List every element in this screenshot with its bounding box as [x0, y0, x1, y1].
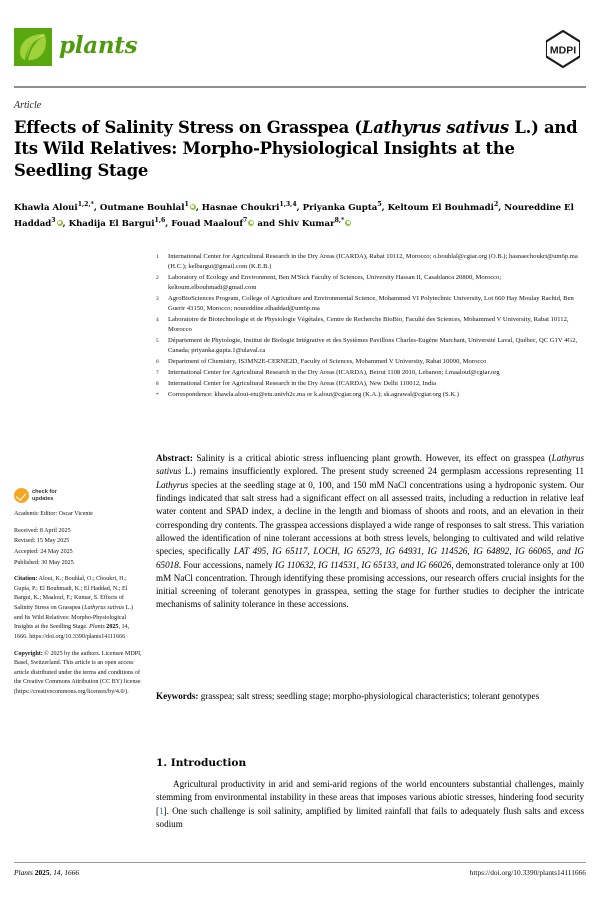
author-affil-sup: 3 — [51, 216, 56, 224]
abstract-text-4: . Four accessions, namely — [178, 559, 275, 570]
journal-title: plants — [59, 32, 138, 59]
intro-text-b: ]. One such challenge is soil salinity, amplified by limited rainfall that fails to adequately flush salts and excess sodium — [156, 805, 584, 829]
check-for-updates-badge[interactable] — [14, 488, 142, 503]
footer-citation — [14, 868, 79, 877]
author-affil-sup: 2 — [493, 201, 499, 208]
date-accepted: Accepted: 24 May 2025 — [14, 548, 73, 555]
page-title — [14, 117, 582, 181]
abstract-section — [156, 452, 584, 612]
author-priyanka-gupta[interactable] — [303, 203, 382, 213]
affiliation-text: Laboratory of Ecology and Environment, Ben M'Sick Faculty of Sciences, University Hassan II, Casablanca 20800, Morocco; keltoum.elbouhmadi@gmail.com — [168, 274, 502, 292]
section-heading-introduction: 1. Introduction — [156, 757, 247, 769]
footer-doi[interactable]: https://doi.org/10.3390/plants14111666 — [469, 868, 586, 877]
abstract-species-2: Lathyrus — [156, 479, 189, 490]
affiliation-text: Département de Phytologie, Institut de Biologie Intégrative et des Systèmes Pavillons Charles-Eugène Marchant, Université Laval, Québec, QC G1V 4G2, Canada; priyanka.gupta.1@ulaval.ca — [168, 337, 578, 355]
cfu-line-2: updates — [32, 495, 54, 502]
title-part-4: Seedling Stage — [14, 160, 149, 180]
leaf-icon — [14, 28, 52, 66]
title-species: Lathyrus sativus — [361, 118, 509, 137]
author-affil-sup: 7 — [243, 216, 248, 224]
header-divider — [14, 86, 586, 88]
author-name: Outmane Bouhlal — [99, 202, 185, 213]
author-affil-sup: 1 — [184, 201, 189, 208]
date-published: Published: 30 May 2025 — [14, 559, 74, 566]
footer-year: 2025 — [34, 868, 50, 877]
correspondence-marker: * — [156, 391, 159, 398]
author-list: Khawla Aloui$^{1,2,*}$, Outmane Bouhlal$^1$ , Hasnae Choukri$^{1,3,4}$, Priyanka Gupta$^5$, Keltoum El Bouhmadi$^2$, Noureddine El Haddad$^3$ , Khadija El Bargui$^{1,6}$, Fouad Maalouf$^7$ and Shiv Kumar$^{8,*}$ — [14, 201, 574, 229]
masthead — [14, 28, 586, 80]
check-for-updates-label — [32, 489, 57, 503]
author-khadija-el-bargui[interactable] — [68, 216, 166, 229]
author-name: Fouad Maalouf — [171, 218, 244, 229]
affiliation-item — [156, 379, 584, 389]
keywords-label: Keywords: — [156, 691, 199, 701]
sidebar-metadata — [14, 488, 142, 698]
footer-journal: Plants — [14, 868, 33, 877]
date-received: Received: 8 April 2025 — [14, 527, 71, 534]
affiliation-item — [156, 294, 584, 314]
date-revised: Revised: 15 May 2025 — [14, 538, 70, 545]
author-khawla-aloui[interactable] — [14, 203, 94, 213]
affiliation-number: 1 — [156, 253, 159, 260]
orcid-icon[interactable] — [190, 204, 196, 210]
svg-text:MDPI: MDPI — [549, 44, 577, 57]
affiliation-text: International Center for Agricultural Research in the Dry Areas (ICARDA), New Delhi 110012, India — [168, 380, 437, 388]
abstract-label: Abstract: — [156, 453, 193, 463]
author-name: Noureddine El Haddad — [14, 202, 574, 229]
copyright-label: Copyright: — [14, 650, 43, 657]
title-part-1: Effects of Salinity Stress on Grasspea ( — [14, 118, 362, 137]
author-shiv-kumar[interactable] — [278, 216, 351, 229]
title-part-3: Its Wild Relatives: Morpho-Physiological Insights at the — [14, 139, 515, 159]
copyright-text: © 2025 by the authors. Licensee MDPI, Basel, Switzerland. This article is an open access article distributed under the terms and conditions of the Creative Commons Attribution (CC BY) license (https://creativecommons.org/licenses/by/4.0/). — [14, 650, 142, 695]
author-hasnae-choukri[interactable] — [202, 203, 297, 213]
citation-volume-page: , 14, 1666. — [14, 624, 130, 640]
affiliation-number: 2 — [156, 274, 159, 281]
cfu-line-1: check for — [32, 488, 57, 495]
author-affil-sup: 5 — [377, 201, 382, 208]
author-name: Khadija El Bargui — [68, 218, 155, 229]
citation-authors: Aloui, K.; Bouhlal, O.; Choukri, H.; Gupta, P.; El Bouhmadi, K.; El Haddad, N.; El Bargui, K.; Maalouf, F.; Kumar, S. Effects of Salinity Stress on Grasspea ( — [14, 576, 128, 611]
affiliation-item — [156, 273, 584, 293]
citation-title-rest: L.) and Its Wild Relatives: Morpho-Physiological Insights at the Seedling Stage. — [14, 605, 134, 631]
author-name: Hasnae Choukri — [201, 202, 280, 213]
orcid-icon[interactable] — [57, 220, 63, 226]
affiliation-number: 5 — [156, 337, 159, 344]
author-affil-sup: 1,3,4 — [279, 201, 297, 208]
affiliation-number: 8 — [156, 380, 159, 387]
check-circle-icon — [14, 488, 29, 503]
citation-doi-link[interactable]: https://doi.org/10.3390/plants14111666 — [29, 633, 126, 640]
orcid-icon[interactable] — [248, 220, 254, 226]
affiliation-text: Department of Chemistry, IS3MN2E-CERNE2D, Faculty of Sciences, Mohammed V University, Rabat 10090, Morocco — [168, 358, 487, 366]
affiliation-text: AgroBioSciences Program, College of Agriculture and Environmental Science, Mohammed VI Polytechnic University, Lot 660 Hay Moulay Rachid, Ben Guerir 43150, Morocco; noureddine.elhaddad@um6p.ma — [168, 295, 574, 313]
affiliation-number: 3 — [156, 295, 159, 302]
author-name: Keltoum El Bouhmadi — [387, 202, 494, 213]
abstract-species-1: Lathyrus sativus — [156, 453, 584, 477]
abstract-accessions-2: IG 110632, IG 114531, IG 65133, and IG 66026 — [275, 559, 452, 570]
article-type: Article — [14, 100, 42, 111]
abstract-text-5: , demonstrated tolerance only at 100 mM NaCl concentration. Through identifying these promising accessions, our research offers crucial insights for the initial screening of tolerant genotypes in grasspea, setting the stage for further studies to decipher the intricate mechanisms of salinity tolerance in these accessions. — [156, 559, 585, 610]
author-fouad-maalouf[interactable] — [171, 216, 254, 229]
author-name: Priyanka Gupta — [302, 202, 378, 213]
affiliation-list — [156, 252, 584, 401]
affiliation-item — [156, 357, 584, 367]
abstract-text-1: Salinity is a critical abiotic stress influencing plant growth. However, its effect on grasspea ( — [192, 453, 552, 463]
academic-editor: Academic Editor: Oscar Vicente — [14, 511, 93, 517]
affiliation-number: 6 — [156, 358, 159, 365]
author-name: Khawla Aloui — [14, 202, 78, 213]
author-outmane-bouhlal[interactable] — [100, 203, 196, 213]
affiliation-text: Laboratoire de Biotechnologie et de Physiologie Végétales, Centre de Recherche BioBio, Faculté des Sciences, Mohammed V University, Rabat 10112, Morocco — [168, 316, 569, 334]
introduction-paragraph — [156, 778, 584, 831]
author-affil-sup: 8,* — [334, 216, 345, 224]
affiliation-item — [156, 252, 584, 272]
author-affil-sup: 1,6 — [154, 216, 166, 224]
abstract-text-2: L.) remains insufficiently explored. The present study screened 24 germplasm accessions representing 11 — [181, 466, 584, 477]
keywords-text: grasspea; salt stress; seedling stage; morpho-physiological characteristics; tolerant genotypes — [198, 691, 540, 701]
keywords-section — [156, 690, 584, 703]
citation-reference-1[interactable]: 1 — [159, 805, 164, 816]
author-affil-sup: 1,2,* — [77, 201, 94, 208]
author-keltoum-el-bouhmadi[interactable] — [388, 203, 499, 213]
citation-year: 2025 — [106, 624, 119, 631]
correspondence-text: Correspondence: khawla.aloui-etu@etu.univh2c.ma or k.aloui@cgiar.org (K.A.); sk.agrawal@cgiar.org (S.K.) — [168, 391, 459, 399]
affiliation-text: International Center for Agricultural Research in the Dry Areas (ICARDA), Rabat 10112, Morocco; o.bouhlal@cgiar.org (O.B.); hasnaechoukri@um6p.ma (H.C.); kelbargui@gmail.com (K.E.B.) — [168, 253, 578, 271]
intro-text-a: Agricultural productivity in arid and semi-arid regions of the world encounters substantial challenges, mainly stemming from environmental instability in these areas that imposes various abiotic stresses, hindering food security [ — [156, 779, 584, 816]
mdpi-logo[interactable] — [540, 26, 586, 72]
orcid-icon[interactable] — [345, 220, 351, 226]
citation-label: Citation: — [14, 576, 38, 583]
footer-divider — [14, 862, 586, 863]
journal-logo[interactable] — [14, 28, 137, 66]
affiliation-item — [156, 336, 584, 356]
citation-block — [14, 575, 142, 642]
title-part-2: L.) and — [508, 118, 578, 137]
copyright-block — [14, 650, 142, 698]
affiliation-number: 7 — [156, 369, 159, 376]
affiliation-text: International Center for Agricultural Research in the Dry Areas (ICARDA), Beirut 1108 2010, Lebanon; f.maalouf@cgiar.org — [168, 369, 500, 377]
correspondence-item — [156, 390, 584, 400]
affiliation-number: 4 — [156, 316, 159, 323]
abstract-text-3: species at the seedling stage at 0, 100, and 150 mM NaCl concentrations using a hydroponic system. Our findings indicated that salt stress had a significant effect on all assessed traits, including a reduction in relative leaf water content and SPAD index, a decline in the length and biomass of shoots and roots, and an elevation in their corresponding dry contents. The grasspea accessions displayed a wide range of responses to salt stress. This variation allowed the identification of nine tolerant accessions at both stress levels, belonging to cultivated and wild relative species, specifically — [156, 479, 584, 557]
citation-journal: Plants — [89, 624, 105, 631]
citation-species: Lathyrus sativus — [84, 605, 125, 611]
affiliation-item — [156, 315, 584, 335]
abstract-accessions-1: LAT 495, IG 65117, LOCH, IG 65273, IG 64931, IG 114526, IG 64892, IG 66065, and IG 65018 — [156, 546, 584, 570]
footer-volume-page: , 14, 1666 — [49, 868, 80, 877]
author-name: Shiv Kumar — [278, 218, 335, 229]
publication-dates — [14, 527, 142, 569]
affiliation-item — [156, 368, 584, 378]
